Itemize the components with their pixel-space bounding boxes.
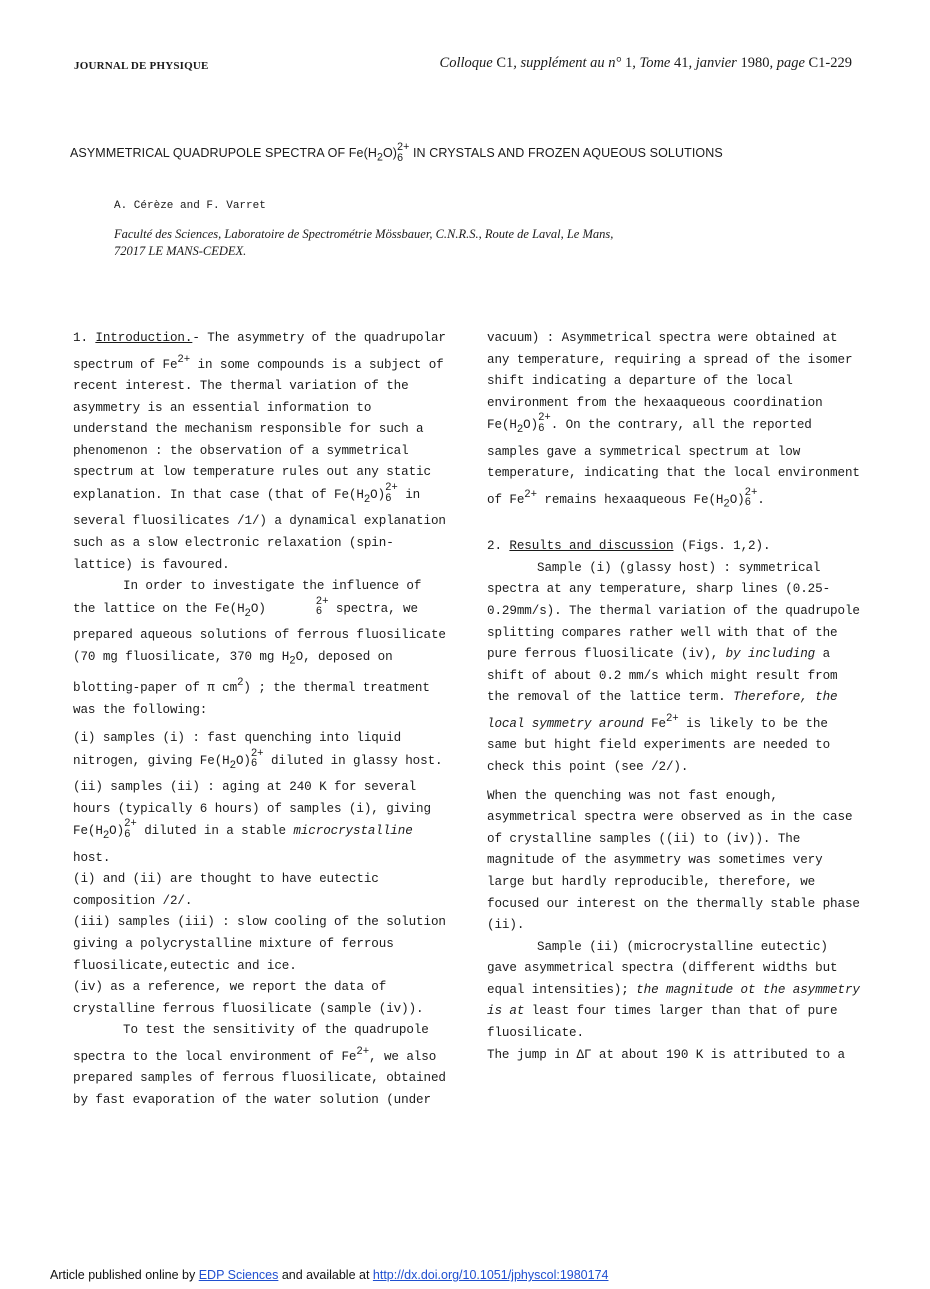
body-text: To test the sensitivity of the quadrupole spectra to the local environment of Fe <box>73 1023 429 1064</box>
superscript: 2+ <box>124 818 137 831</box>
body-text: , we also prepared samples of ferrous fluosilicate, obtained by fast evaporation of the water solution (under <box>73 1049 446 1108</box>
affiliation <box>114 226 834 260</box>
body-text: . On the contrary, all the reported samples gave a symmetrical spectrum at low temperature, indicating that the local environment of Fe <box>487 418 860 507</box>
body-text: O) <box>729 492 745 507</box>
subscript: 6 <box>385 492 392 505</box>
italic-text: microcrystalline <box>293 824 413 839</box>
issue-info-part: 41 <box>673 55 689 71</box>
body-paragraph <box>487 937 865 1045</box>
superscript: 2+ <box>315 595 329 608</box>
body-paragraph <box>73 1020 451 1111</box>
superscript: 2+ <box>356 1045 370 1058</box>
section-heading: Results and discussion <box>509 539 674 554</box>
affiliation-line: 72017 LE MANS-CEDEX. <box>114 244 247 258</box>
body-text: (ii) samples (ii) : aging at 240 K for several hours (typically 6 hours) of samples (i), giving Fe(H <box>73 780 431 839</box>
subscript: 2 <box>244 607 251 620</box>
footer-text: and available at <box>278 1268 373 1282</box>
charge <box>251 749 264 770</box>
body-text: spectra, we prepared aqueous solutions of ferrous fluosilicate (70 mg fluosilicate, 370 mg H <box>73 601 446 664</box>
charge <box>266 597 329 618</box>
charge <box>124 819 137 840</box>
body-text: O) <box>235 753 251 768</box>
superscript: 2+ <box>665 712 679 725</box>
section-number: 2. <box>487 539 510 554</box>
italic-text: the magnitude ot the asymmetry is at <box>487 982 860 1019</box>
superscript: 2+ <box>250 747 264 760</box>
list-item: (iii) samples (iii) : slow cooling of the solution giving a polycrystalline mixture of ferrous fluosilicate,eutectic and ice. <box>73 915 446 973</box>
subscript: 6 <box>250 758 258 771</box>
body-text: host. <box>73 850 111 865</box>
affiliation-line: Faculté des Sciences, Laboratoire de Spectrométrie Mössbauer, C.N.R.S., Route de Laval, Le Mans, <box>114 227 614 241</box>
body-text: O) <box>370 488 386 503</box>
list-item: (i) and (ii) are thought to have eutectic composition /2/. <box>73 872 379 908</box>
list-item <box>73 777 451 869</box>
subscript: 2 <box>289 655 296 668</box>
body-paragraph <box>487 558 865 779</box>
issue-info-part: , Tome <box>632 55 674 71</box>
subscript: 2 <box>516 424 524 437</box>
issue-info-part: , janvier <box>688 55 741 71</box>
superscript: 2+ <box>524 488 537 501</box>
subscript: 2 <box>229 759 236 772</box>
doi-link[interactable]: http://dx.doi.org/10.1051/jphyscol:1980174 <box>372 1268 609 1282</box>
body-paragraph: When the quenching was not fast enough, asymmetrical spectra were observed as in the case of crystalline samples ((ii) to (iv)). The magnitude of the asymmetry was sometimes very large but hardly reproducible, therefore, we focused our interest on the thermally stable phase (ii). <box>487 788 860 933</box>
section-heading: Introduction. <box>95 331 193 345</box>
body-paragraph <box>487 328 865 516</box>
paper-title <box>70 143 723 164</box>
subscript: 6 <box>315 606 323 619</box>
subscript: 6 <box>538 423 545 436</box>
italic-text: Therefore, the local symmetry around <box>487 690 838 731</box>
body-text: O) <box>523 418 539 433</box>
charge <box>538 413 551 434</box>
intro-paragraph <box>73 328 451 576</box>
body-text: diluted in glassy host. <box>263 753 443 768</box>
body-paragraph <box>73 576 451 721</box>
body-text: vacuum) : Asymmetrical spectra were obtained at any temperature, requiring a spread of the isomer shift indicating a departure of the local environment from the hexaaqueous coordination Fe(H <box>487 331 853 433</box>
subscript: 6 <box>124 828 131 841</box>
body-text: (Figs. 1,2). <box>673 539 771 554</box>
issue-info-part: C1-229 <box>808 55 852 71</box>
journal-name: JOURNAL DE PHYSIQUE <box>74 60 209 72</box>
body-text: O, deposed on blotting-paper of π cm <box>73 649 393 695</box>
charge <box>385 483 398 504</box>
list-item: (iv) as a reference, we report the data of crystalline ferrous fluosilicate (sample (iv)). <box>73 980 424 1016</box>
body-text: in several fluosilicates /1/) a dynamical explanation such as a slow electronic relaxation (spin-lattice) is favoured. <box>73 488 446 572</box>
title-text: ASYMMETRICAL QUADRUPOLE SPECTRA OF Fe(H <box>70 145 377 160</box>
body-text: diluted in a stable <box>136 824 294 839</box>
subscript: 6 <box>744 497 751 510</box>
body-text: - The asymmetry of the quadrupolar spectrum of Fe <box>73 331 446 372</box>
authors: A. Cérèze and F. Varret <box>114 200 266 212</box>
body-text: Sample (ii) (microcrystalline eutectic) gave asymmetrical spectra (different widths but equal intensities); <box>487 939 838 997</box>
body-text: (i) samples (i) : fast quenching into liquid nitrogen, giving Fe(H <box>73 731 402 768</box>
body-paragraph: The jump in ΔΓ at about 190 K is attributed to a <box>487 1047 845 1062</box>
title-subscript: 6 <box>397 151 404 164</box>
issue-info-part: 1980 <box>740 55 770 71</box>
title-text: O) <box>382 145 398 160</box>
left-column <box>73 328 451 1112</box>
body-text: O) <box>250 601 266 616</box>
section-number: 1. <box>73 331 96 345</box>
body-text: ) ; the thermal treatment was the following: <box>73 680 430 717</box>
issue-info-part: Colloque <box>439 55 497 71</box>
title-text: IN CRYSTALS AND FROZEN AQUEOUS SOLUTIONS <box>409 145 723 160</box>
superscript: 2+ <box>177 353 191 366</box>
body-text: in some compounds is a subject of recent interest. The thermal variation of the asymmetry is an essential information to understand the mechanism responsible for such a phenomenon : the observation of a symmetrical spectrum at low temperature rules out any static explanation. In that case (that of Fe(H <box>73 357 444 503</box>
issue-info-part: , page <box>769 55 809 71</box>
issue-info-part: 1 <box>624 55 633 71</box>
issue-info <box>440 55 852 72</box>
list-item <box>73 728 451 777</box>
superscript: 2 <box>237 677 244 690</box>
body-text: In order to investigate the influence of the lattice on the Fe(H <box>73 579 422 616</box>
issue-info-part: C1 <box>496 55 514 71</box>
superscript: 2+ <box>744 486 758 499</box>
footer-text: Article published online by <box>50 1268 199 1282</box>
publication-footer <box>50 1268 608 1282</box>
body-text: O) <box>109 824 125 839</box>
right-column <box>487 328 865 1066</box>
publisher-link[interactable]: EDP Sciences <box>198 1268 279 1282</box>
title-subscript: 2 <box>376 151 383 164</box>
italic-text: by including <box>725 647 816 662</box>
body-text: a shift of about 0.2 mm/s which might result from the removal of the lattice term. <box>487 647 838 705</box>
issue-info-part: , supplément au n° <box>513 55 625 71</box>
body-text: least four times larger than that of pure fluosilicate. <box>487 1004 838 1041</box>
body-text: is likely to be the same but hight field experiments are needed to check this point (see /2/). <box>487 716 831 774</box>
superscript: 2+ <box>538 412 551 425</box>
body-text: Fe <box>643 716 666 731</box>
title-charge <box>397 142 409 163</box>
title-superscript: 2+ <box>397 141 410 153</box>
body-text: remains hexaaqueous Fe(H <box>536 492 724 507</box>
body-text: . <box>757 492 765 507</box>
body-text: Sample (i) (glassy host) : symmetrical spectra at any temperature, sharp lines (0.25-0.29mm/s). The thermal variation of the quadrupole splitting compares rather well with that of the pure ferrous fluosilicate (iv), <box>487 560 860 662</box>
section-heading-line <box>487 536 865 558</box>
subscript: 2 <box>363 493 371 506</box>
subscript: 2 <box>723 498 730 511</box>
subscript: 2 <box>102 830 110 843</box>
charge <box>745 488 758 509</box>
superscript: 2+ <box>385 482 398 495</box>
